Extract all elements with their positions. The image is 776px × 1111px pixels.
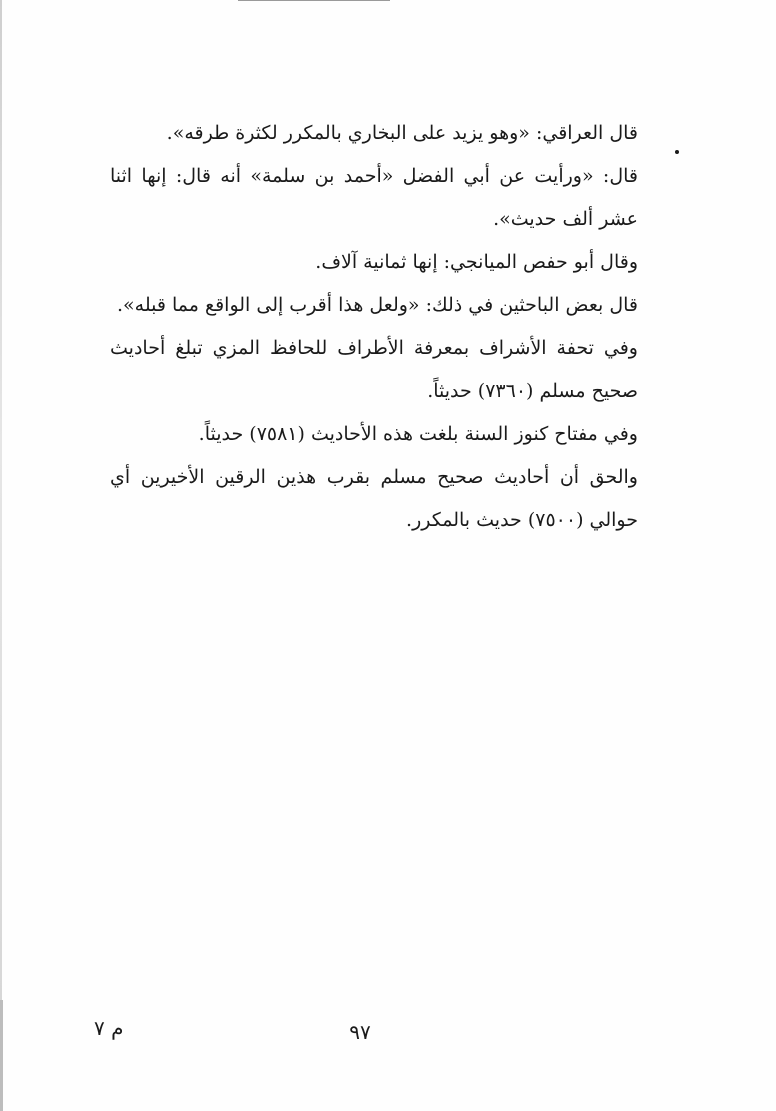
paragraph-tuhfat-al-ashraf: وفي تحفة الأشراف بمعرفة الأطراف للحافظ المزي تبلغ أحاديث صحيح مسلم (٧٣٦٠) حديثاً. xyxy=(110,337,638,402)
scan-artifact-top-line xyxy=(238,0,390,1)
paragraph-conclusion: والحق أن أحاديث صحيح مسلم بقرب هذين الرقين الأخيرين أي حوالي (٧٥٠٠) حديث بالمكرر. xyxy=(110,466,638,531)
page-number: ٩٧ xyxy=(349,1020,371,1044)
paragraph-miftah-kunuz: وفي مفتاح كنوز السنة بلغت هذه الأحاديث (٧٥٨١) حديثاً. xyxy=(198,423,638,445)
paragraph-abu-al-fadl: قال: «ورأيت عن أبي الفضل «أحمد بن سلمة» أنه قال: إنها اثنا عشر ألف حديث». xyxy=(110,165,638,230)
scan-artifact-dot xyxy=(675,150,679,154)
paragraph-iraqi: قال العراقي: «وهو يزيد على البخاري بالمكرر لكثرة طرقه». xyxy=(166,122,638,144)
body-text xyxy=(110,112,638,542)
scan-artifact-left-edge-shadow xyxy=(0,1000,3,1111)
paragraph-mayanji: وقال أبو حفص الميانجي: إنها ثمانية آلاف. xyxy=(315,251,638,273)
signature-mark: م ٧ xyxy=(94,1016,124,1040)
paragraph-researchers: قال بعض الباحثين في ذلك: «ولعل هذا أقرب إلى الواقع مما قبله». xyxy=(116,294,638,316)
scan-artifact-left-edge xyxy=(0,0,2,1111)
